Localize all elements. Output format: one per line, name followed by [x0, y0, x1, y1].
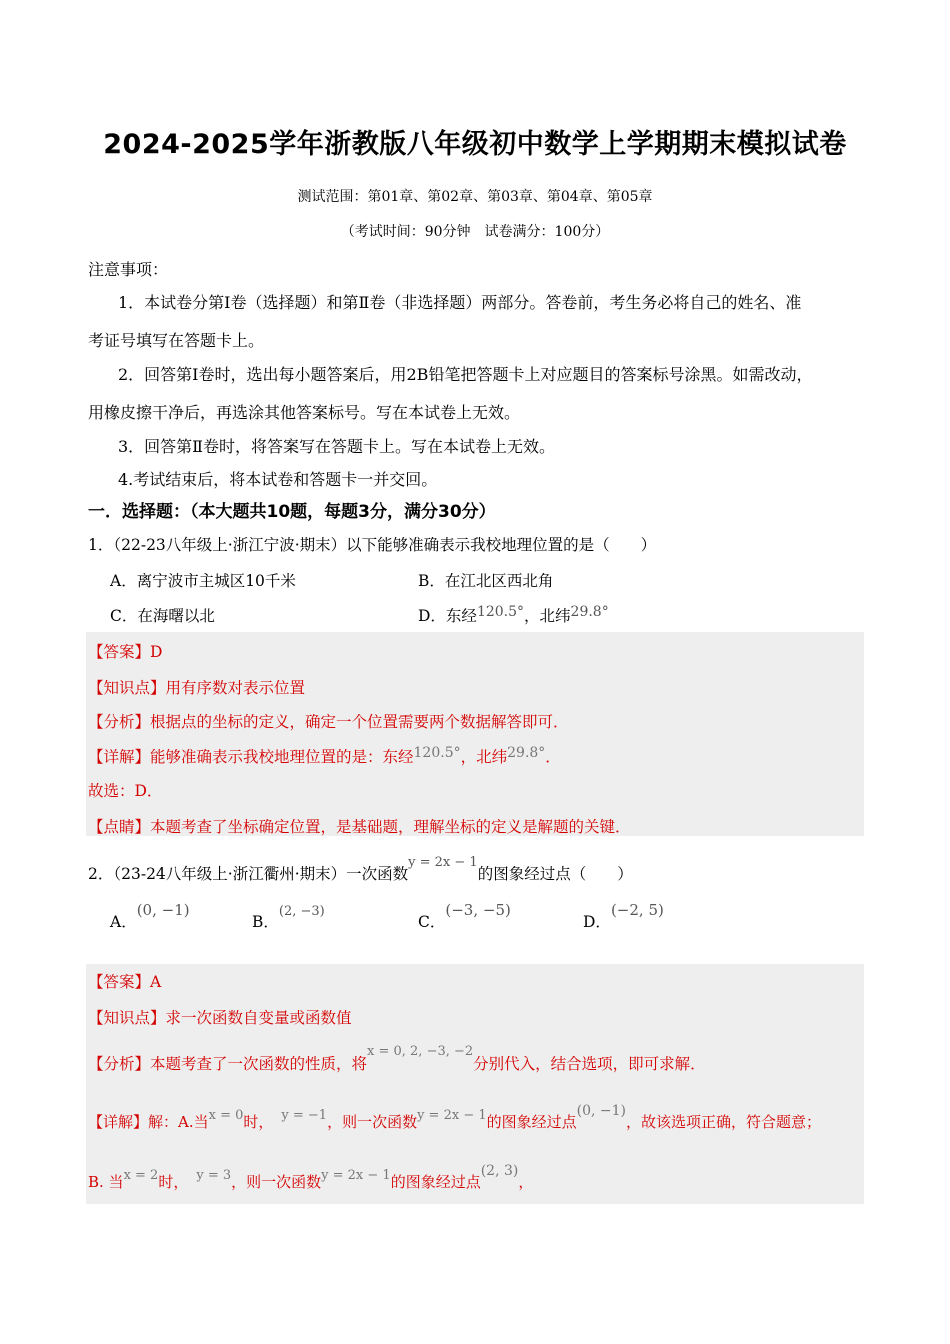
q1-choose: 故选：D． [88, 782, 163, 800]
q2-detail-a-x: x = 0 [208, 1108, 244, 1123]
q1-option-b: B．在江北区西北角 [418, 572, 554, 590]
q1-detail [88, 745, 561, 767]
q2-detail-b-t2: ，则一次函数 [231, 1173, 322, 1191]
note-2-line-2: 用橡皮擦干净后，再选涂其他答案标号。写在本试卷上无效。 [88, 403, 521, 422]
q2-detail-b-t1: 时， [158, 1173, 189, 1191]
q2-function: y = 2x − 1 [408, 855, 478, 870]
q1-option-d-mid: ，北纬 [524, 607, 571, 625]
page-title: 2024-2025学年浙教版八年级初中数学上学期期末模拟试卷 [103, 129, 847, 160]
q2-analysis-end: 分别代入，结合选项，即可求解． [473, 1055, 706, 1073]
q2-detail-b-x: x = 2 [123, 1168, 159, 1183]
q1-analysis: 【分析】根据点的坐标的定义，确定一个位置需要两个数据解答即可． [88, 713, 569, 731]
q2-analysis-values: x = 0, 2, −3, −2 [367, 1044, 474, 1059]
note-4: 4.考试结束后，将本试卷和答题卡一并交回。 [118, 470, 438, 489]
q2-detail-a [88, 1103, 822, 1132]
q1-answer: 【答案】D [88, 643, 163, 661]
q2-option-b-point: (2, −3) [278, 904, 325, 919]
q2-detail-a-t3: 的图象经过点 [486, 1113, 577, 1131]
q1-knowledge: 【知识点】用有序数对表示位置 [88, 679, 306, 697]
q1-option-d-label: D．东经 [418, 607, 477, 625]
q2-detail-a-t1: 时， [243, 1113, 274, 1131]
q2-option-a-point: (0, −1) [136, 901, 190, 919]
q1-detail-latitude: 29.8° [507, 745, 546, 761]
q2-option-b-label: B． [252, 913, 279, 931]
q1-detail-end: ． [545, 748, 561, 766]
q1-detail-text: 【详解】能够准确表示我校地理位置的是：东经 [88, 748, 414, 766]
q2-option-b [252, 904, 325, 932]
q2-detail-b-func: y = 2x − 1 [321, 1168, 391, 1183]
q2-detail-b [88, 1163, 534, 1192]
q1-option-c: C．在海曙以北 [110, 607, 215, 625]
q1-stem: 1．（22-23八年级上·浙江宁波·期末）以下能够准确表示我校地理位置的是（ ） [88, 536, 657, 554]
note-1-line-1: 1．本试卷分第Ⅰ卷（选择题）和第Ⅱ卷（非选择题）两部分。答卷前，考生务必将自己的姓名、准 [118, 293, 802, 312]
q2-detail-b-t3: 的图象经过点 [390, 1173, 481, 1191]
note-2-line-1: 2．回答第Ⅰ卷时，选出每小题答案后，用2B铅笔把答题卡上对应题目的答案标号涂黑。如需改动， [118, 365, 813, 384]
q1-option-a: A．离宁波市主城区10千米 [110, 572, 296, 590]
q2-detail-a-t4: ，故该选项正确，符合题意； [626, 1113, 822, 1131]
q2-detail-b-point: (2, 3) [480, 1163, 519, 1179]
q2-answer: 【答案】A [88, 973, 162, 991]
q2-option-c [418, 901, 511, 932]
section-heading: 一．选择题：（本大题共10题，每题3分，满分30分） [88, 502, 496, 522]
q2-detail-a-y: y = −1 [281, 1108, 328, 1123]
q2-detail-b-label: B. 当 [88, 1173, 124, 1191]
notes-heading: 注意事项： [88, 260, 169, 279]
q2-option-d [583, 901, 664, 932]
q2-knowledge: 【知识点】求一次函数自变量或函数值 [88, 1009, 352, 1027]
q2-analysis [88, 1044, 706, 1074]
note-1-line-2: 考证号填写在答题卡上。 [88, 331, 265, 350]
q2-stem-end: 的图象经过点（ ） [477, 865, 633, 883]
time-info: （考试时间：90分钟 试卷满分：100分） [340, 224, 610, 240]
q1-d-longitude: 120.5° [476, 604, 525, 620]
q2-option-c-label: C． [418, 913, 446, 931]
q1-detail-longitude: 120.5° [413, 745, 461, 761]
q2-option-a [110, 901, 190, 932]
q1-answer-panel [86, 632, 864, 836]
q1-comment: 【点睛】本题考查了坐标确定位置，是基础题，理解坐标的定义是解题的关键． [88, 818, 631, 836]
q2-option-d-point: (−2, 5) [610, 901, 664, 919]
q2-option-a-label: A． [110, 913, 137, 931]
q2-detail-b-y: y = 3 [196, 1168, 232, 1183]
q2-detail-a-label: 【详解】解：A.当 [88, 1113, 209, 1131]
q2-detail-b-t4: ， [518, 1173, 534, 1191]
test-scope: 测试范围：第01章、第02章、第03章、第04章、第05章 [297, 189, 653, 205]
q1-detail-mid: ，北纬 [460, 748, 508, 766]
q1-option-d [418, 604, 609, 626]
q2-analysis-text: 【分析】本题考查了一次函数的性质，将 [88, 1055, 368, 1073]
q2-option-c-point: (−3, −5) [445, 901, 511, 919]
q2-stem-text: 2．（23-24八年级上·浙江衢州·期末）一次函数 [88, 865, 409, 883]
q2-detail-a-t2: ，则一次函数 [327, 1113, 418, 1131]
q2-detail-a-func: y = 2x − 1 [417, 1108, 487, 1123]
q2-detail-a-point: (0, −1) [576, 1103, 627, 1119]
note-3: 3．回答第Ⅱ卷时，将答案写在答题卡上。写在本试卷上无效。 [118, 437, 556, 456]
q2-option-d-label: D． [583, 913, 611, 931]
q1-d-latitude: 29.8° [570, 604, 609, 620]
q2-stem [88, 855, 633, 884]
